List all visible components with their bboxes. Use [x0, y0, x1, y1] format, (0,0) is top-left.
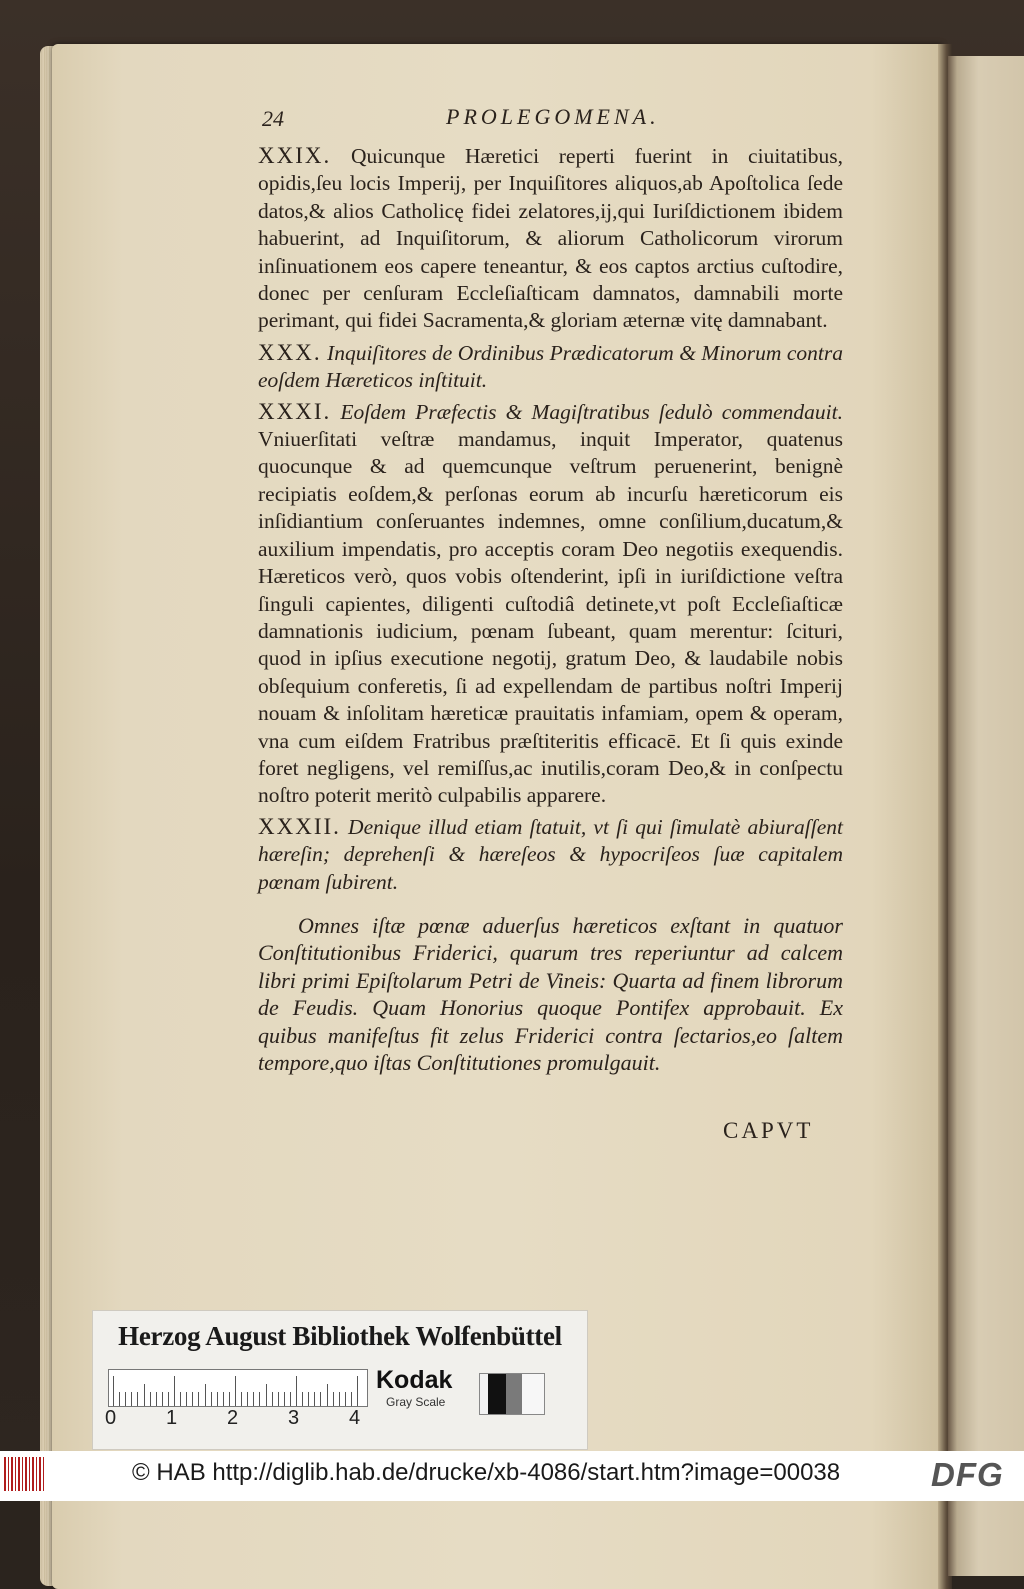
ruler-tick — [296, 1376, 297, 1406]
swatch-black — [488, 1374, 506, 1414]
ruler-tick — [144, 1384, 145, 1406]
ruler-tick — [357, 1376, 358, 1406]
ruler-tick — [156, 1392, 157, 1406]
scale-number: 3 — [288, 1407, 300, 1429]
paragraph-summary: Eoſdem Præfectis & Magiſtratibus ſedulò commendauit. — [331, 399, 843, 424]
swatch-light — [522, 1374, 544, 1414]
ruler-tick — [119, 1392, 120, 1406]
page-header — [258, 104, 843, 140]
ruler-tick — [235, 1376, 236, 1406]
paragraph-number: XXX. — [258, 339, 322, 365]
ruler-tick — [339, 1392, 340, 1406]
ruler-tick — [333, 1392, 334, 1406]
paragraph-xxix — [258, 142, 843, 335]
ruler-tick — [272, 1392, 273, 1406]
ruler-tick — [150, 1392, 151, 1406]
paragraph-text: Omnes iſtæ pœnæ aduerſus hæreticos exſtant in quatuor Conſtitutionibus Friderici, quarum tres reperiuntur ad calcem libri primi Epiſtolarum Petri de Vineis: Quarta ad finem librorum de Feudis. Quam Honorius quoque Pontifex approbauit. Ex quibus manifeſtus fit zelus Friderici contra ſectarios,eo ſaltem tempore,quo iſtas Conſtitutiones promulgauit. — [258, 912, 843, 1076]
dfg-logo: DFG — [931, 1456, 1004, 1493]
ruler-tick — [284, 1392, 285, 1406]
paragraph-xxxii — [258, 813, 843, 896]
swatch-white — [480, 1374, 488, 1414]
scale-number: 0 — [105, 1407, 117, 1429]
library-label-card — [92, 1310, 588, 1450]
paragraph-text: Denique illud etiam ſtatuit, vt ſi qui ſimulatè abiuraſſent hæreſin; deprehenſi & hæreſeos & hypocriſeos ſuæ capitalem pœnam ſubirent. — [258, 814, 843, 894]
ruler-tick — [253, 1392, 254, 1406]
paragraph-number: XXIX. — [258, 143, 332, 168]
running-head: PROLEGOMENA. — [446, 104, 660, 129]
ruler-tick — [198, 1392, 199, 1406]
ruler-tick — [308, 1392, 309, 1406]
facing-page-edge — [948, 56, 1024, 1576]
folio-number: 24 — [262, 106, 284, 131]
ruler-tick — [259, 1392, 260, 1406]
ruler-tick — [113, 1376, 114, 1406]
ruler-tick — [351, 1392, 352, 1406]
ruler-tick — [168, 1392, 169, 1406]
library-title: Herzog August Bibliothek Wolfenbüttel — [118, 1321, 562, 1351]
ruler-tick — [266, 1384, 267, 1406]
scale-number: 2 — [227, 1407, 239, 1429]
ruler-tick — [302, 1392, 303, 1406]
ruler-tick — [278, 1392, 279, 1406]
paragraph-text: Inquiſitores de Ordinibus Prædicatorum & Minorum contra eoſdem Hæreticos inſtituit. — [258, 340, 843, 393]
gray-swatches — [479, 1373, 545, 1415]
ruler-tick — [314, 1392, 315, 1406]
paragraph-xxxi — [258, 398, 843, 810]
ruler-tick — [137, 1392, 138, 1406]
catchword: CAPVT — [723, 1118, 814, 1143]
page-text-block — [258, 104, 843, 1077]
barcode-icon — [4, 1457, 44, 1491]
scale-number: 1 — [166, 1407, 178, 1429]
ruler-tick — [290, 1392, 291, 1406]
swatch-gray — [506, 1374, 522, 1414]
ruler-tick — [211, 1392, 212, 1406]
gray-scale-label: Gray Scale — [386, 1395, 446, 1409]
copyright-url[interactable]: © HAB http://diglib.hab.de/drucke/xb-4086/start.htm?image=00038 — [132, 1459, 841, 1486]
ruler-tick — [217, 1392, 218, 1406]
ruler-tick — [180, 1392, 181, 1406]
ruler-tick — [345, 1392, 346, 1406]
ruler-tick — [247, 1392, 248, 1406]
ruler-tick — [192, 1392, 193, 1406]
paragraph-commentary — [258, 912, 843, 1077]
scale-number: 4 — [349, 1407, 361, 1429]
paragraph-text: Quicunque Hæretici reperti fuerint in ciuitatibus, opidis,ſeu locis Imperij, per Inquiſitores aliquos,ab Apoſtolica ſede datos,& alios Catholicę fidei zelatores,ij,qui Iuriſdictionem ibidem habuerint, ad Inquiſitorum, & aliorum Catholicorum virorum inſinuationem eos capere teneantur, & eos captos arctius cuſtodire, donec per cenſuram Eccleſiaſticam damnatos, damnabili morte perimant, qui fidei Sacramenta,& gloriam æternæ vitę damnabant. — [258, 144, 843, 333]
paragraph-number: XXXII. — [258, 813, 341, 839]
paragraph-xxx — [258, 339, 843, 395]
ruler-tick — [327, 1384, 328, 1406]
ruler-tick — [174, 1376, 175, 1406]
ruler-tick — [223, 1392, 224, 1406]
ruler-tick — [125, 1392, 126, 1406]
ruler-tick — [162, 1392, 163, 1406]
ruler-tick — [320, 1392, 321, 1406]
ruler-tick — [229, 1392, 230, 1406]
ruler-scale — [108, 1369, 368, 1407]
paragraph-number: XXXI. — [258, 398, 332, 424]
footer-bar — [0, 1451, 1024, 1501]
ruler-tick — [205, 1384, 206, 1406]
ruler-tick — [131, 1392, 132, 1406]
ruler-tick — [241, 1392, 242, 1406]
ruler-tick — [186, 1392, 187, 1406]
paragraph-text: Vniuerſitati veſtræ mandamus, inquit Imperator, quatenus quocunque & ad quemcunque veſtrum peruenerint, benignè recipiatis eoſdem,& perſonas eorum ab incurſu hæreticorum eis inſidiantium conſeruantes indemnes, omne conſilium,ducatum,& auxilium impendatis, pro acceptis coram Deo negotiis exequendis. Hæreticos verò, quos vobis oſtenderint, ipſi in iuriſdictione veſtra ſinguli capientes, diligenti cuſtodiâ detinete,vt poſt Eccleſiaſticæ damnationis iudicium, pœnam ſubeant, quam merentur: ſcituri, quod in ipſius executione negotij, gratum Deo, & laudabile nobis obſequium conferetis, ſi ad expellendam de partibus noſtri Imperij nouam & inſolitam hæreticæ prauitatis infamiam, opem & operam, vna cum eiſdem Fratribus præſtiteritis efficacē. Et ſi quis exinde foret negligens, vel remiſſus,ac inutilis,coram Deo,& in conſpectu noſtro poterit meritò culpabilis apparere. — [258, 427, 843, 808]
kodak-logo: Kodak — [376, 1366, 453, 1394]
